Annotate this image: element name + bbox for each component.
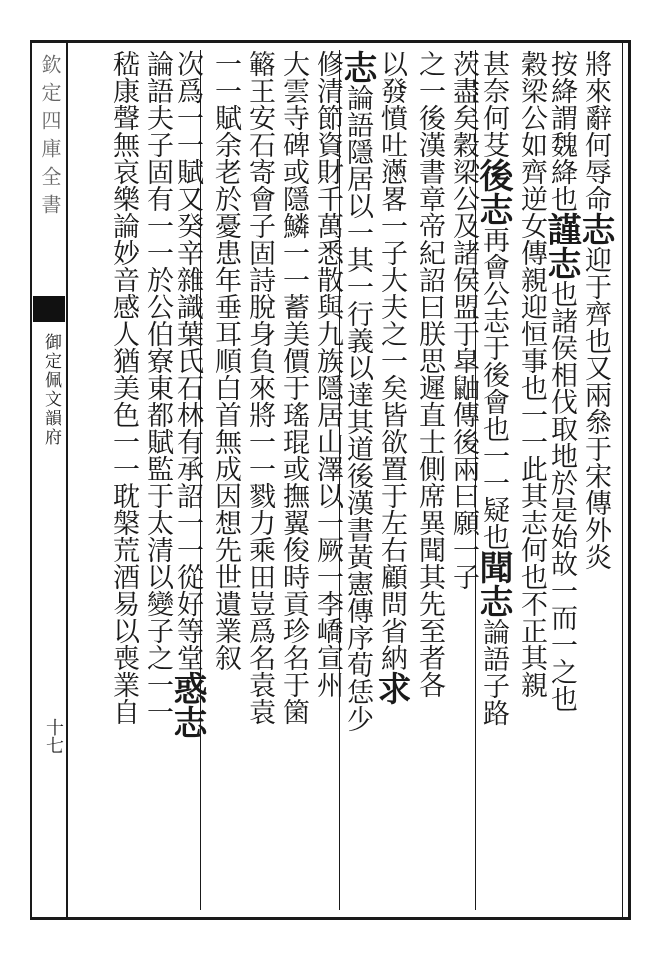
heading-term: 後志 <box>473 158 513 226</box>
text-column <box>140 50 174 908</box>
text-fragment: 將來辭何辱命 <box>580 50 611 212</box>
text-fragment: 之一後漢書章帝紀詔曰朕思遲直士側席異聞其先至者各 <box>414 50 445 698</box>
text-column <box>473 50 514 908</box>
text-fragment: 再會公志于後會也一一疑也 <box>478 226 509 550</box>
text-fragment: 論語隱居以一其一行義以達其道後漢書黃憲傳序荀恁少 <box>342 84 373 732</box>
text-fragment: 迎于齊也又兩叅于宋傳外炎 <box>580 246 611 570</box>
text-column <box>242 50 276 908</box>
text-column <box>337 50 378 908</box>
text-column <box>208 50 242 908</box>
heading-term: 求 <box>371 671 411 705</box>
fold-title-bottom: 御定佩文韻府 <box>41 333 61 447</box>
heading-term: 聞志 <box>473 550 513 618</box>
text-fragment: 穀梁公如齊逆女傳親迎恒事也一一此其志何也不正其親 <box>516 50 547 698</box>
text-column <box>514 50 548 908</box>
text-column <box>575 50 616 908</box>
text-fragment: 修清節資財千萬悉散與九族隱居山澤以一厥一李嶠宣州 <box>312 50 343 698</box>
text-fragment: 也諸侯相伐取地於是始故一而一之也 <box>546 280 577 712</box>
text-fragment: 簵王安石寄會子固詩脫身負來將一一戮力乘田豈爲名袁袁 <box>244 50 275 725</box>
text-fragment: 穀梁公及諸侯盟于皐鼬傳後兩 <box>448 131 479 482</box>
heading-term: 惑志 <box>167 671 207 739</box>
text-column <box>412 50 446 908</box>
bottom-border <box>30 917 630 920</box>
text-fragment: 甚奈何芟 <box>478 50 509 158</box>
text-fragment: 大雲寺碑或隱鱗一一蓄美價于瑤琨或撫翼俊時貢珍名于箘 <box>278 50 309 725</box>
fold-line-left <box>30 40 32 920</box>
text-column <box>106 50 140 908</box>
heading-term: 謹志 <box>541 212 581 280</box>
text-column <box>276 50 310 908</box>
text-column <box>167 50 208 908</box>
text-column <box>446 50 480 908</box>
text-fragment: 以發憤吐懣畧一子大夫之一矣皆欲置于左右顧問省納 <box>376 50 407 671</box>
heading-term: 志 <box>575 212 615 246</box>
text-column <box>371 50 412 908</box>
text-fragment: 論語子路 <box>478 618 509 726</box>
heading-term: 志 <box>337 50 377 84</box>
fish-tail-mark <box>33 296 65 322</box>
text-fragment: 按絳謂魏絳也 <box>546 50 577 212</box>
text-column <box>541 50 582 908</box>
text-fragment: 論語夫子固有一一於公伯寮東都賦監于太清以變子之一一 <box>142 50 173 725</box>
text-fragment: 茨盡矣 <box>448 50 479 131</box>
right-border-inner <box>622 40 623 920</box>
fold-title-top: 欽定四庫全書 <box>38 54 62 222</box>
text-fragment: 次爲一一賦又癸辛雜識葉氏石林有承詔一一從好等堂 <box>172 50 203 671</box>
text-fragment: 曰願一子 <box>448 482 479 590</box>
page-number: 十七 <box>43 718 64 754</box>
fold-line-right <box>66 40 68 920</box>
right-border-outer <box>628 40 631 920</box>
top-border <box>30 40 630 43</box>
text-fragment: 嵇康聲無哀樂論妙音感人猶美色一一耽槃荒酒易以喪業自 <box>108 50 139 725</box>
text-column <box>310 50 344 908</box>
text-fragment: 一一賦余老於憂患年垂耳順白首無成因想先世遺業叙 <box>210 50 241 671</box>
